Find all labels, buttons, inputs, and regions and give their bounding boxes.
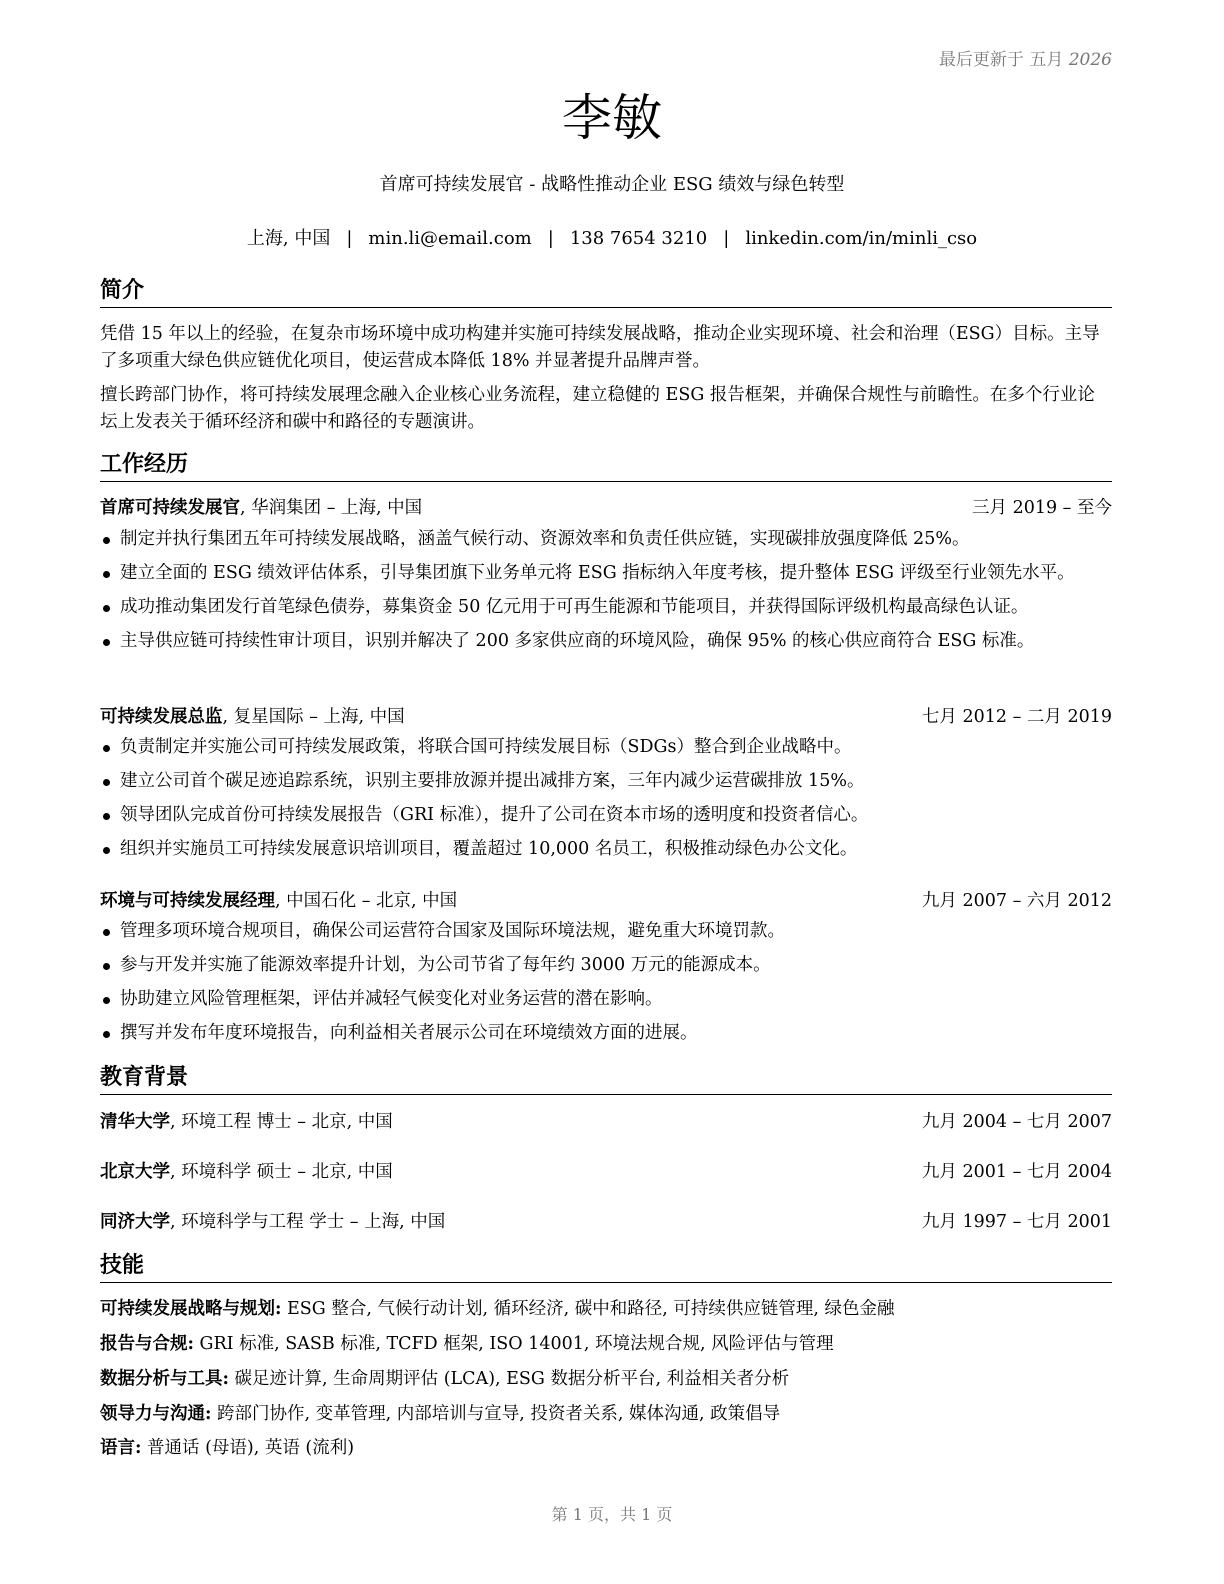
list-item: 建立全面的 ESG 绩效评估体系，引导集团旗下业务单元将 ESG 指标纳入年度考核，提升整体 ESG 评级至行业领先水平。 [100, 560, 1112, 587]
job-bullets [100, 526, 1112, 662]
skill-row [100, 1297, 1112, 1321]
last-updated-text: 最后更新于 五月 [938, 50, 1064, 70]
school-name: 同济大学 [100, 1212, 170, 1232]
summary-paragraph: 擅长跨部门协作，将可持续发展理念融入企业核心业务流程，建立稳健的 ESG 报告框架，并确保合规性与前瞻性。在多个行业论坛上发表关于循环经济和碳中和路径的专题演讲。 [100, 385, 1095, 432]
skill-value: GRI 标准, SASB 标准, TCFD 框架, ISO 14001, 环境法规合规, 风险评估与管理 [193, 1334, 834, 1354]
list-item: 撰写并发布年度环境报告，向利益相关者展示公司在环境绩效方面的进展。 [100, 1020, 1112, 1047]
contact-linkedin[interactable]: linkedin.com/in/minli_cso [745, 228, 978, 249]
list-item: 协助建立风险管理框架，评估并减轻气候变化对业务运营的潜在影响。 [100, 986, 1112, 1013]
list-item: 管理多项环境合规项目，确保公司运营符合国家及国际环境法规，避免重大环境罚款。 [100, 918, 1112, 945]
contact-email[interactable]: min.li@email.com [368, 228, 532, 249]
degree-info: , 环境工程 博士 – 北京, 中国 [170, 1112, 393, 1132]
job-header [100, 496, 1112, 520]
list-item: 领导团队完成首份可持续发展报告（GRI 标准），提升了公司在资本市场的透明度和投资者信心。 [100, 802, 1112, 829]
degree-info: , 环境科学 硕士 – 北京, 中国 [170, 1162, 393, 1182]
contact-phone: 138 7654 3210 [569, 228, 708, 249]
education-row [100, 1110, 1112, 1134]
education-dates: 九月 2004 – 七月 2007 [921, 1112, 1112, 1132]
job-company: , 复星国际 – 上海, 中国 [222, 707, 405, 727]
job-header [100, 889, 1112, 913]
education-dates: 九月 2001 – 七月 2004 [921, 1162, 1112, 1182]
skill-value: 普通话 (母语), 英语 (流利) [141, 1438, 355, 1458]
list-item: 负责制定并实施公司可持续发展政策，将联合国可持续发展目标（SDGs）整合到企业战略中。 [100, 734, 1112, 761]
education-dates: 九月 1997 – 七月 2001 [921, 1212, 1112, 1232]
job-dates: 九月 2007 – 六月 2012 [921, 891, 1112, 911]
section-title-experience: 工作经历 [100, 451, 1112, 482]
contact-separator: | [346, 228, 353, 249]
headline: 首席可持续发展官 - 战略性推动企业 ESG 绩效与绿色转型 [379, 174, 845, 195]
section-title-summary: 简介 [100, 277, 1112, 308]
job-company: , 华润集团 – 上海, 中国 [240, 498, 423, 518]
page-footer: 第 1 页，共 1 页 [551, 1505, 673, 1524]
skill-row [100, 1436, 1112, 1460]
last-updated-year: 2026 [1068, 50, 1112, 70]
job-bullets [100, 734, 1112, 870]
skill-value: 跨部门协作, 变革管理, 内部培训与宣导, 投资者关系, 媒体沟通, 政策倡导 [211, 1404, 781, 1424]
job-title: 环境与可持续发展经理 [100, 891, 275, 911]
school-name: 北京大学 [100, 1162, 170, 1182]
skill-label: 语言: [100, 1438, 142, 1458]
skill-value: ESG 整合, 气候行动计划, 循环经济, 碳中和路径, 可持续供应链管理, 绿色金融 [281, 1299, 895, 1319]
job-title: 首席可持续发展官 [100, 498, 240, 518]
section-title-education: 教育背景 [100, 1064, 1112, 1095]
job-company: , 中国石化 – 北京, 中国 [275, 891, 458, 911]
list-item: 组织并实施员工可持续发展意识培训项目，覆盖超过 10,000 名员工，积极推动绿色办公文化。 [100, 836, 1112, 863]
contact-location: 上海, 中国 [246, 228, 331, 249]
skill-row [100, 1367, 1112, 1391]
skill-row [100, 1402, 1112, 1426]
section-title-skills: 技能 [100, 1252, 1112, 1283]
job-header [100, 705, 1112, 729]
list-item: 成功推动集团发行首笔绿色债券，募集资金 50 亿元用于可再生能源和节能项目，并获得国际评级机构最高绿色认证。 [100, 594, 1112, 621]
job-dates: 七月 2012 – 二月 2019 [921, 707, 1112, 727]
contact-line [0, 224, 1224, 250]
skill-label: 领导力与沟通: [100, 1404, 212, 1424]
summary-paragraph: 凭借 15 年以上的经验，在复杂市场环境中成功构建并实施可持续发展战略，推动企业实现环境、社会和治理（ESG）目标。主导了多项重大绿色供应链优化项目，使运营成本降低 18% 并显著提升品牌声誉。 [100, 324, 1100, 371]
candidate-name: 李敏 [562, 89, 662, 147]
list-item: 主导供应链可持续性审计项目，识别并解决了 200 多家供应商的环境风险，确保 95% 的核心供应商符合 ESG 标准。 [100, 628, 1112, 655]
job-bullets [100, 918, 1112, 1054]
education-row [100, 1160, 1112, 1184]
contact-separator: | [547, 228, 554, 249]
education-row [100, 1210, 1112, 1234]
skill-row [100, 1332, 1112, 1356]
job-title: 可持续发展总监 [100, 707, 223, 727]
last-updated [939, 45, 1112, 70]
skill-value: 碳足迹计算, 生命周期评估 (LCA), ESG 数据分析平台, 利益相关者分析 [228, 1369, 790, 1389]
skill-label: 报告与合规: [100, 1334, 194, 1354]
skill-label: 可持续发展战略与规划: [100, 1299, 282, 1319]
list-item: 参与开发并实施了能源效率提升计划，为公司节省了每年约 3000 万元的能源成本。 [100, 952, 1112, 979]
contact-separator: | [723, 228, 730, 249]
list-item: 制定并执行集团五年可持续发展战略，涵盖气候行动、资源效率和负责任供应链，实现碳排放强度降低 25%。 [100, 526, 1112, 553]
degree-info: , 环境科学与工程 学士 – 上海, 中国 [170, 1212, 446, 1232]
list-item: 建立公司首个碳足迹追踪系统，识别主要排放源并提出减排方案，三年内减少运营碳排放 15%。 [100, 768, 1112, 795]
school-name: 清华大学 [100, 1112, 170, 1132]
skill-label: 数据分析与工具: [100, 1369, 229, 1389]
job-dates: 三月 2019 – 至今 [972, 498, 1112, 518]
